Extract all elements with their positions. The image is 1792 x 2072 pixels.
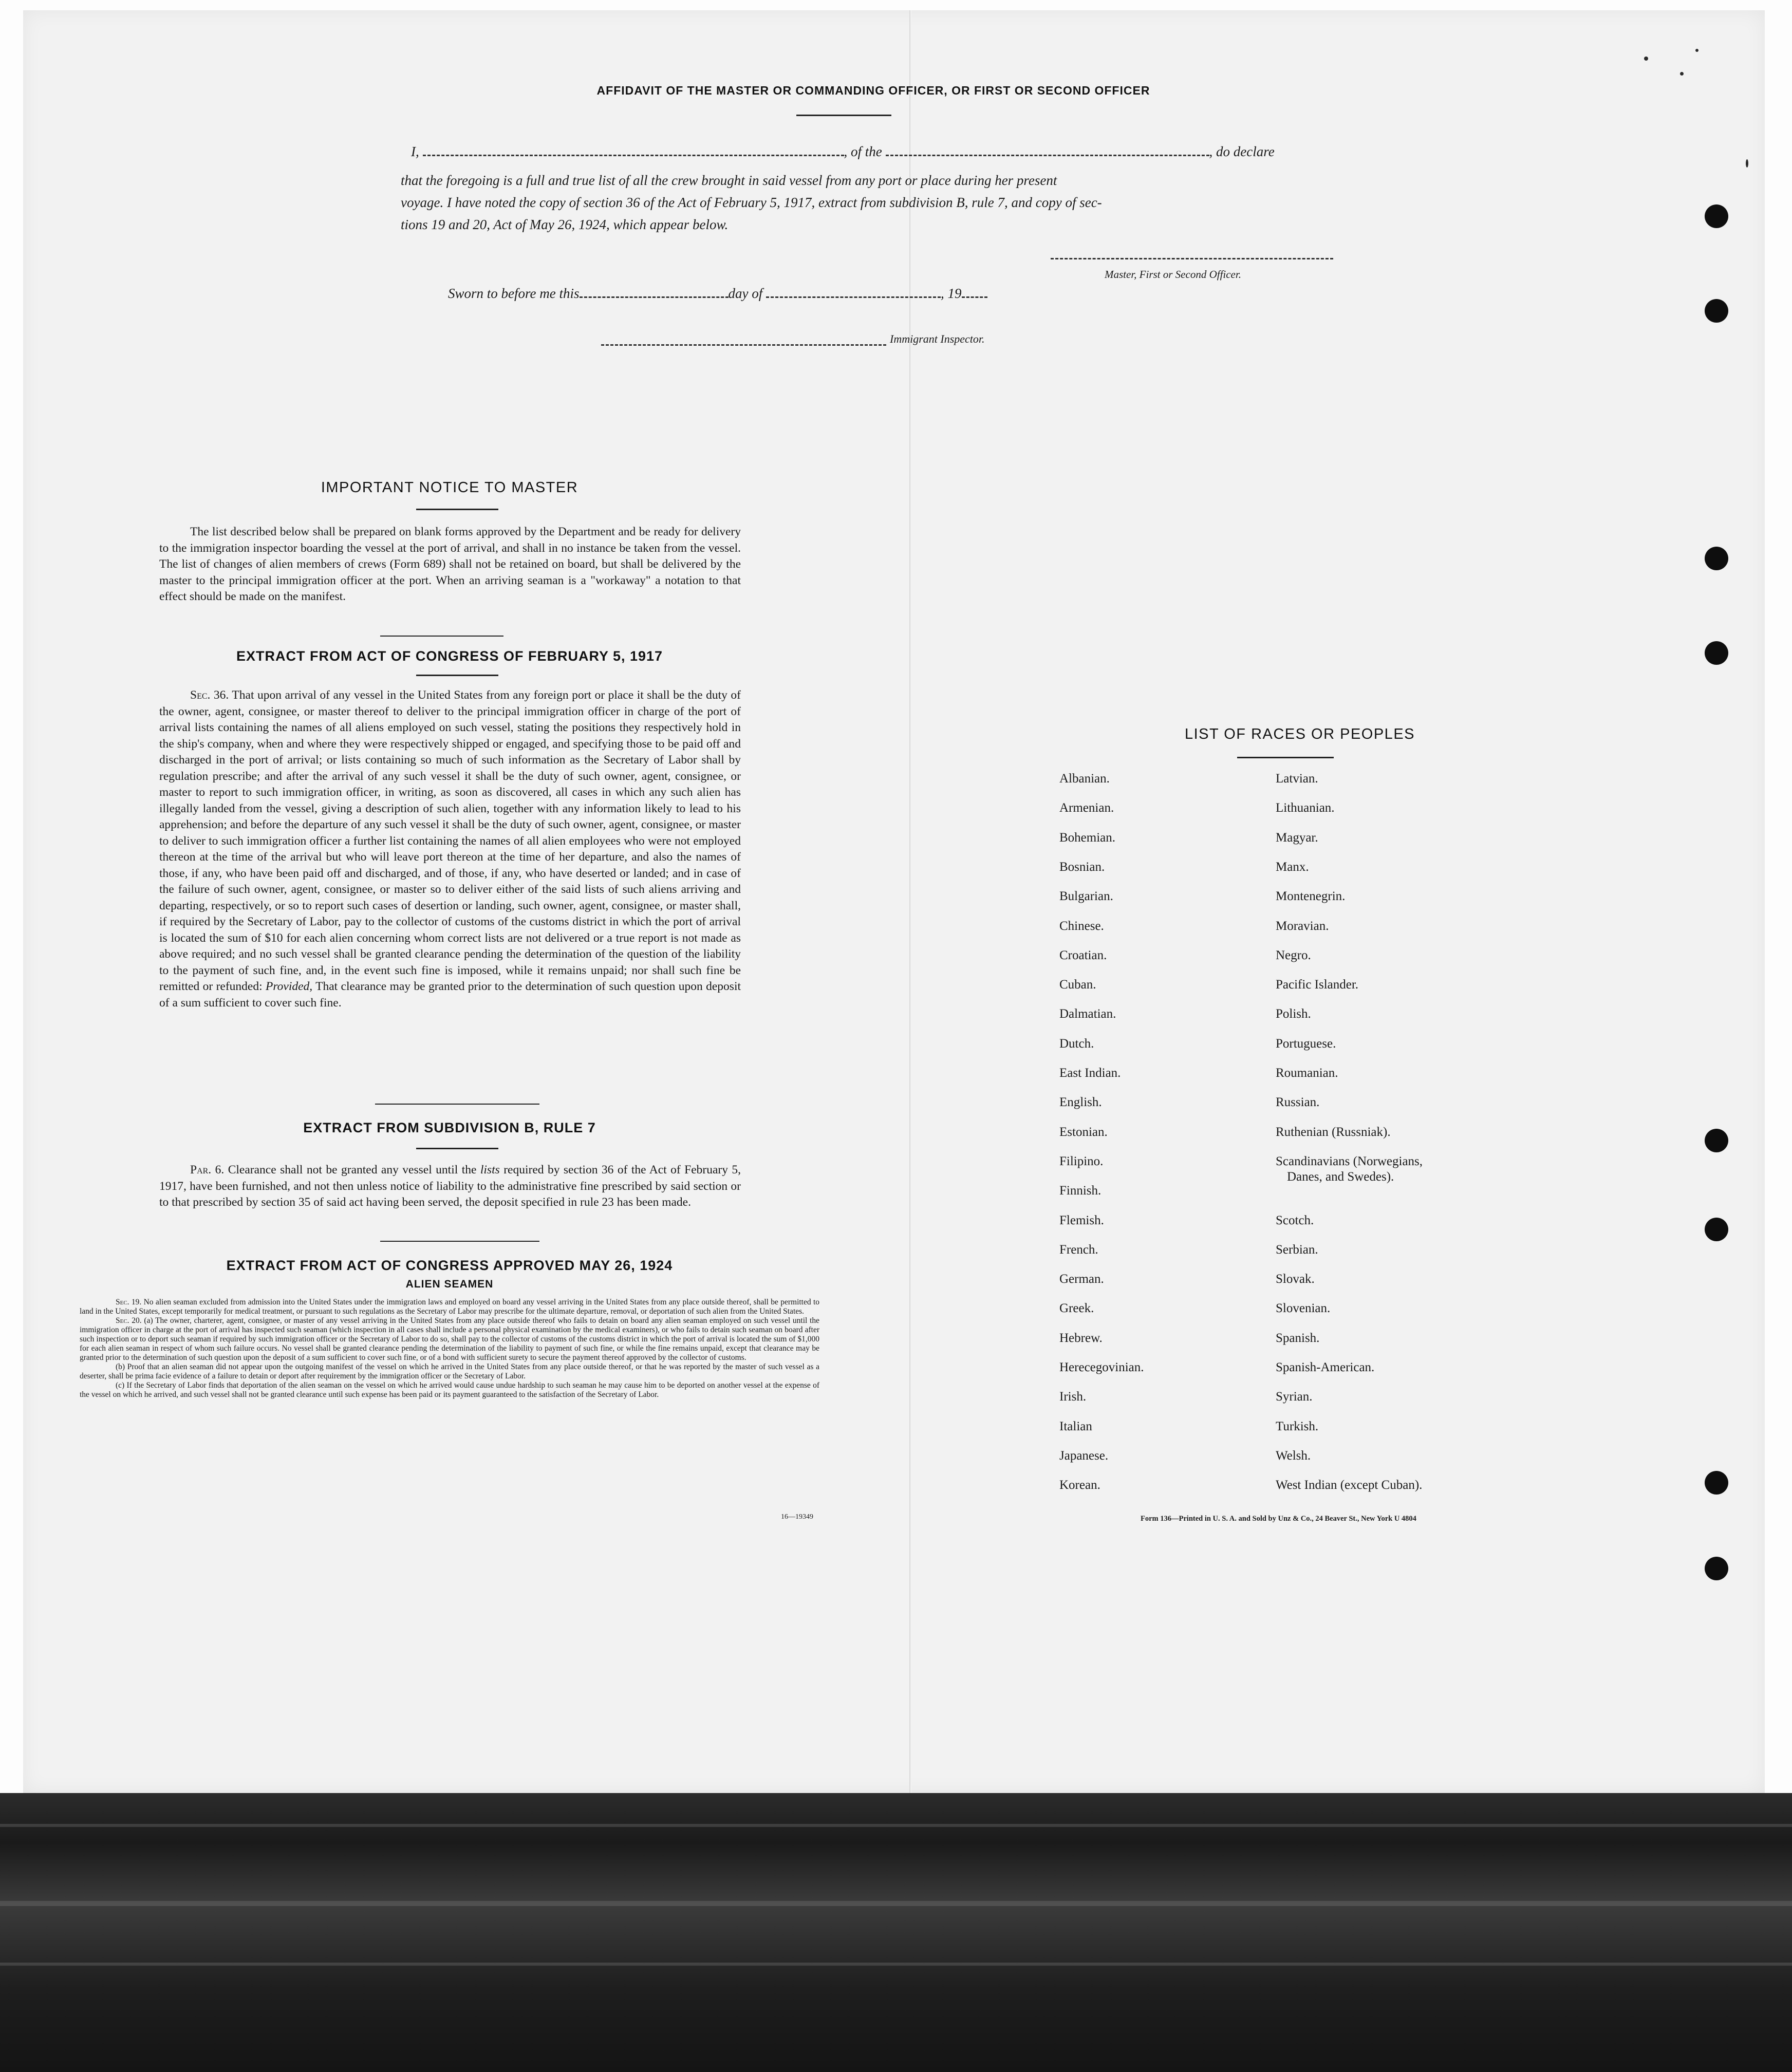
race-item: Spanish. (1276, 1331, 1320, 1345)
sec36-text-end: That clearance may be granted prior to the determination of such question upon deposit of a sum sufficient to cover such fine. (159, 980, 741, 1010)
race-item: Pacific Islander. (1276, 978, 1359, 992)
race-item: Irish. (1059, 1390, 1087, 1404)
sec36-text: That upon arrival of any vessel in the United States from any foreign port or place it shall be the duty of the owner, agent, consignee, or master thereof to deliver to the principal immigration officer in charge of the port of arrival lists containing the names of all aliens employed on such vessel, stating the positions they respectively hold in the ship's company, when and where they were respectively shipped or engaged, and specifying those to be paid off and discharged in the port of arrival; or lists containing so much of such information as the Secretary of Labor shall by regulation prescribe; and after the arrival of any such vessel it shall be the duty of such owner, agent, consignee, or master to report to such immigration officer, in writing, as soon as discovered, all cases in which any such alien has illegally landed from the vessel, giving a description of such alien, together with any information likely to lead to his apprehension; and before the departure of any such vessel it shall be the duty of such owner, agent, consignee, or master to deliver to such immigration officer a further list containing the names of all alien employees who were not employed thereon at the time of the arrival but who will leave port thereon at the time of her departure, and also the names of those, if any, who have been paid off and discharged, and of those, if any, who have deserted or landed; and in case of the failure of such owner, agent, consignee, or master so to deliver either of the said lists of such aliens arriving and departing, respectively, or so to report such cases of desertion or landing, such owner, agent, consignee, or master shall, if required by the Secretary of Labor, pay to the collector of customs of the customs district in which the port of arrival is located the sum of $10 for each alien concerning whom correct lists are not delivered or a true report is not made as above required; and no such vessel shall be granted clearance pending the determination of the question of the liability to the payment of such fine, and, in the event such fine is imposed, while it remains unpaid; nor shall such fine be remitted or refunded: (159, 688, 741, 993)
race-item: Cuban. (1059, 978, 1096, 992)
race-item: Spanish-American. (1276, 1360, 1375, 1374)
race-item: Welsh. (1276, 1448, 1311, 1463)
race-item: Greek. (1059, 1301, 1094, 1316)
band-streak (0, 1824, 1792, 1827)
race-item: Latvian. (1276, 772, 1318, 786)
race-item: Slovenian. (1276, 1301, 1331, 1316)
race-item: Korean. (1059, 1478, 1100, 1492)
affidavit-body-line: tions 19 and 20, Act of May 26, 1924, which appear below. (401, 217, 729, 232)
scan-speck (1644, 57, 1648, 61)
scan-speck (1680, 72, 1684, 76)
scan-speck (1746, 159, 1748, 167)
sworn-year: , 19 (941, 286, 962, 301)
race-item: Bosnian. (1059, 860, 1105, 874)
sworn-prefix: Sworn to before me this (448, 286, 580, 301)
race-item: Manx. (1276, 860, 1309, 874)
race-item: Syrian. (1276, 1390, 1313, 1404)
race-item: Russian. (1276, 1095, 1320, 1110)
name-blank (423, 145, 844, 156)
extract1924-sections (80, 1298, 819, 1399)
race-item: Herecegovinian. (1059, 1360, 1144, 1374)
par6-label: Par. 6. (190, 1163, 225, 1177)
race-item: Polish. (1276, 1007, 1311, 1021)
race-item: East Indian. (1059, 1066, 1121, 1080)
race-item: Scandinavians (Norwegians, (1276, 1154, 1423, 1168)
punch-hole (1705, 1218, 1728, 1241)
race-item: Scotch. (1276, 1213, 1314, 1227)
form-print-line: Form 136—Printed in U. S. A. and Sold by Unz & Co., 24 Beaver St., New York U 4804 (1141, 1515, 1416, 1523)
lists-word: lists (480, 1163, 500, 1177)
scan-speck (1695, 49, 1698, 52)
master-signature-line (1051, 258, 1333, 259)
race-item: English. (1059, 1095, 1102, 1110)
master-caption: Master, First or Second Officer. (1105, 268, 1241, 281)
race-item: Filipino. (1059, 1154, 1104, 1168)
races-title-rule (1237, 757, 1334, 758)
race-item: Magyar. (1276, 830, 1318, 845)
race-item: Lithuanian. (1276, 801, 1335, 815)
race-item: Chinese. (1059, 919, 1104, 933)
rule7-title-rule (416, 1148, 498, 1149)
race-item: Finnish. (1059, 1184, 1102, 1198)
race-item: Hebrew. (1059, 1331, 1103, 1345)
rule7-text-a: Clearance shall not be granted any vessel until the (228, 1163, 477, 1177)
race-item: Turkish. (1276, 1419, 1319, 1433)
notice-title: IMPORTANT NOTICE TO MASTER (321, 479, 578, 496)
inspector-caption: Immigrant Inspector. (890, 332, 985, 345)
affidavit-title-rule (796, 115, 891, 116)
sworn-line (448, 286, 987, 302)
race-item: Portuguese. (1276, 1036, 1336, 1051)
affidavit-declaration-line (411, 144, 1367, 160)
extract1924-title: EXTRACT FROM ACT OF CONGRESS APPROVED MAY 26, 1924 (226, 1258, 673, 1273)
rule7-text-b: required by section 36 of the Act of February 5, 1917, have been furnished, and not then unless notice of liability to the administrative fine prescribed by said section or to that prescribed by section 35 of said act having been served, the deposit specified in rule 23 has been made. (159, 1163, 741, 1209)
sec19-text: No alien seaman excluded from admission into the United States under the immigration laws and employed on board any vessel arriving in the United States from any place outside thereof, shall be permitted to land in the United States, except temporarily for medical treatment, or pursuant to such regulations as the Secretary of Labor may prescribe for the ultimate departure, removal, or deportation of such alien from the United States. (80, 1298, 819, 1316)
affidavit-declare: , do declare (1209, 144, 1275, 159)
extract1917-section (159, 687, 741, 1011)
punch-hole (1705, 1471, 1728, 1495)
affidavit-of-the: , of the (844, 144, 882, 159)
sec20-label: Sec. 20. (116, 1316, 142, 1325)
notice-text: The list described below shall be prepared on blank forms approved by the Department and be ready for delivery to the immigration inspector boarding the vessel at the port of arrival, and shall in no instance be taken from the vessel. The list of changes of alien members of crews (Form 689) shall not be retained on board, but shall be delivered by the master to the principal immigration officer at the port. When an arriving seaman is a "workaway" a notation to that effect should be made on the manifest. (159, 525, 741, 603)
band-streak (0, 1963, 1792, 1966)
sworn-year-blank (962, 287, 987, 298)
race-item: Bulgarian. (1059, 889, 1113, 904)
punch-hole (1705, 204, 1728, 228)
race-item: Flemish. (1059, 1213, 1104, 1227)
affidavit-i: I, (411, 144, 419, 159)
extract1917-title-rule (416, 675, 498, 676)
race-item: Negro. (1276, 948, 1311, 962)
race-item: Slovak. (1276, 1272, 1315, 1286)
sec20a-text: (a) The owner, charterer, agent, consignee, or master of any vessel arriving in the United States from any place outside thereof who fails to detain on board any alien seaman employed on such vessel until the immigration officer in charge at the port of arrival has inspected such seaman (which inspection in all cases shall include a personal physical examination by the medical examiners), or who fails to detain such seaman on board after such inspection or to deport such seaman if required by such immigration officer or the Secretary of Labor to do so, shall pay to the collector of customs of the customs district in which the port of arrival is located the sum of $1,000 for each alien seaman in respect of whom such failure occurs. No vessel shall be granted clearance pending the determination of the liability to payment of such fine, or while the fine remains unpaid, except that clearance may be granted prior to the determination of such question upon the deposit of a sum sufficient to cover such fine, or of a bond with sufficient surety to secure the payment thereof approved by the collector of customs. (80, 1316, 819, 1362)
provided-word: Provided, (266, 980, 313, 993)
race-item: Dutch. (1059, 1036, 1094, 1051)
divider-rule (380, 1241, 539, 1242)
race-item: Italian (1059, 1419, 1092, 1433)
race-item: French. (1059, 1242, 1098, 1257)
affidavit-body-line: voyage. I have noted the copy of section 36 of the Act of February 5, 1917, extract from subdivision B, rule 7, and copy of sec- (401, 195, 1102, 210)
sworn-day: day of (728, 286, 763, 301)
extract1924-subtitle: ALIEN SEAMEN (405, 1278, 494, 1290)
page-fold (909, 10, 911, 1793)
race-item: Danes, and Swedes). (1287, 1169, 1394, 1184)
punch-hole (1705, 1557, 1728, 1580)
race-item: Roumanian. (1276, 1066, 1338, 1080)
sworn-month-blank (766, 287, 941, 298)
inspector-signature-line (601, 344, 886, 346)
scanner-dark-band (0, 1793, 1792, 2072)
punch-hole (1705, 299, 1728, 323)
sec20-paragraph (80, 1316, 819, 1362)
print-code: 16—19349 (781, 1513, 813, 1521)
race-item: Montenegrin. (1276, 889, 1346, 904)
race-item: Serbian. (1276, 1242, 1318, 1257)
rule7-paragraph (159, 1162, 741, 1211)
race-item: Estonian. (1059, 1125, 1108, 1139)
punch-hole (1705, 1129, 1728, 1152)
sec19-label: Sec. 19. (116, 1298, 142, 1306)
race-item: Albanian. (1059, 772, 1110, 786)
extract1917-title: EXTRACT FROM ACT OF CONGRESS OF FEBRUARY 5, 1917 (236, 648, 663, 664)
affidavit-body-line: that the foregoing is a full and true list of all the crew brought in said vessel from any port or place during her present (401, 173, 1057, 188)
affidavit-title: AFFIDAVIT OF THE MASTER OR COMMANDING OFFICER, OR FIRST OR SECOND OFFICER (596, 84, 1150, 97)
races-title: LIST OF RACES OR PEOPLES (1184, 726, 1415, 742)
divider-rule (380, 636, 503, 637)
race-item: Dalmatian. (1059, 1007, 1116, 1021)
race-item: Japanese. (1059, 1448, 1109, 1463)
punch-hole (1705, 641, 1728, 665)
notice-title-rule (416, 509, 498, 510)
race-item: German. (1059, 1272, 1104, 1286)
sec36-label: Sec. 36. (190, 688, 229, 702)
race-item: Bohemian. (1059, 830, 1116, 845)
affidavit-body (401, 170, 1367, 236)
vessel-blank (886, 145, 1209, 156)
race-item: Croatian. (1059, 948, 1107, 962)
sec20b-paragraph: (b) Proof that an alien seaman did not appear upon the outgoing manifest of the vessel on which he arrived in the United States from any place outside thereof, or that he was reported by the master of such vessel as a deserter, shall be prima facie evidence of a failure to detain or deport after requirement by the immigration officer or the Secretary of Labor. (80, 1362, 819, 1380)
race-item: Moravian. (1276, 919, 1329, 933)
sec20c-paragraph: (c) If the Secretary of Labor finds that deportation of the alien seaman on the vessel on which he arrived would cause undue hardship to such seaman he may cause him to be deported on another vessel at the expense of the vessel on which he arrived, and such vessel shall not be granted clearance until such expense has been paid or its payment guaranteed to the satisfaction of the Secretary of Labor. (80, 1381, 819, 1399)
race-item: West Indian (except Cuban). (1276, 1478, 1423, 1492)
race-item: Armenian. (1059, 801, 1114, 815)
band-streak (0, 1901, 1792, 1906)
punch-hole (1705, 547, 1728, 570)
rule7-title: EXTRACT FROM SUBDIVISION B, RULE 7 (303, 1120, 596, 1135)
race-item: Ruthenian (Russniak). (1276, 1125, 1391, 1139)
divider-rule (375, 1104, 539, 1105)
sec19-paragraph (80, 1298, 819, 1316)
sworn-date-blank (580, 287, 729, 298)
